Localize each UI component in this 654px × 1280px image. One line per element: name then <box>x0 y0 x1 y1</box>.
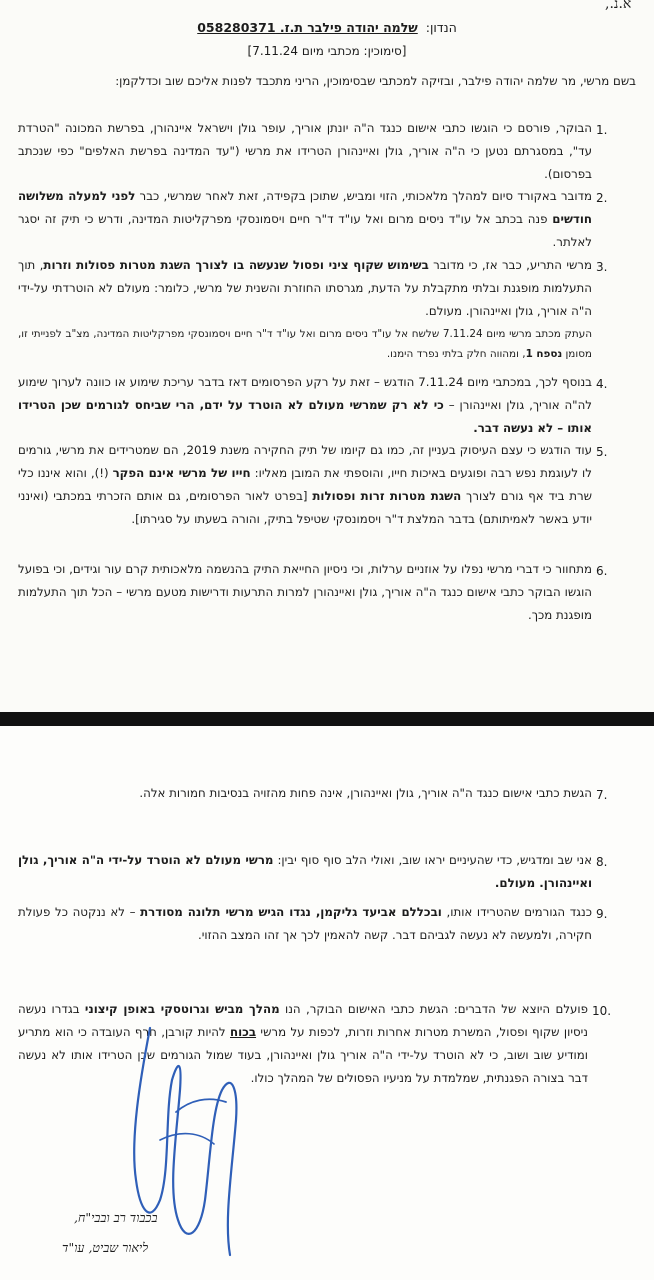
intro-paragraph: בשם מרשי, מר שלמה יהודה פילבר, ובזיקה למכתבי שבסימוכין, הריני מתכבד לפנות אליכם שוב וכדלקמן: <box>115 74 636 88</box>
signature-block <box>0 1020 654 1280</box>
subject-label: הנדון: <box>425 20 457 35</box>
paragraph-9-emphasis: ובכללם אביעד גליקמן, נגדו הגיש מרשי תלונה מסודרת <box>140 905 442 919</box>
paragraph-2-text: פנה בכתב אל עו"ד ניסים מרום ואל עו"ד ד"ר חיים ויסמונסקי מפרקליטות המדינה, ודרש כי תיק זה יסגר לאלתר. <box>18 212 592 249</box>
paragraph-number: 7. <box>596 788 608 802</box>
paragraph-3-emphasis: בשימוש שקוף ציני ופסול שנעשה בו לצורך השגת מטרות פסולות וזרות <box>43 258 429 272</box>
paragraph-9 <box>18 901 592 947</box>
paragraph-2 <box>18 185 592 254</box>
addressee-initials: א.נ., <box>605 0 632 12</box>
paragraph-9-text: כנגד הגורמים שהטרידו אותו, <box>441 905 593 919</box>
closing-salutation: בכבוד רב ובבי"ח, <box>74 1210 158 1225</box>
paragraph-number: 6. <box>596 564 608 578</box>
paragraph-10-emphasis: מהלך מביש וגרוטסקי באופן קיצוני <box>84 1002 280 1016</box>
paragraph-9-text: – לא ננקטה כל פעולת חקירה, ולמעשה לא נעשה לגביהם דבר. קשה להאמין לכך אך זהו המצב ההזוי. <box>18 905 592 942</box>
paragraph-2-emphasis: לפני למעלה משלושה חודשים <box>18 189 592 226</box>
attachment-note <box>18 324 592 364</box>
reference-line: [סימוכין: מכתבי מיום 7.11.24] <box>247 44 407 58</box>
paragraph-number: 2. <box>596 191 608 205</box>
paragraph-5-text: (!), והוא איננו כלי שרת ביד אף גורם לצורך <box>18 466 593 503</box>
paragraph-6: מתחוור כי דברי מרשי נפלו על אוזניים ערלות, וכי ניסיון החייאת התיק בהנשמה מלאכותית קרם עור וגידים, וכי בפועל הוגשו הבוקר כתבי אישום כנגד ה"ה אוריך, גולן ואיינהורן למרות התרעות ודרישות מטעם מרשי – הכל תוך התעלמות מופגנת מכך. <box>18 562 592 622</box>
paragraph-10-text: פועלם היוצא של הדברים: הגשת כתבי האישום הבוקר, הנו <box>279 1002 588 1016</box>
attachment-note-text: העתק מכתב מרשי מיום 7.11.24 שלשח אל עו"ד ניסים מרום ואל עו"ד ד"ר חיים ויסמונסקי מפרקליטות המדינה, מצ"ב לפנייתי זו, מסומן <box>18 328 592 360</box>
paragraph-number: 10. <box>592 1004 612 1018</box>
page-divider <box>0 712 654 726</box>
paragraph-5 <box>18 439 592 531</box>
paragraph-number: 4. <box>596 377 608 391</box>
paragraph-5-emphasis: השגת מטרות זרות ופסולות <box>312 489 462 503</box>
paragraph-8-text: אני שב ומדגיש, כדי שהעיניים יראו שוב, ואולי הלב סוף סוף יבין: <box>273 853 592 867</box>
subject-value: שלמה יהודה פילבר ת.ז. 058280371 <box>197 20 418 35</box>
paragraph-8 <box>18 849 592 895</box>
paragraph-4 <box>18 371 592 440</box>
paragraph-2-text: מדובר באקורד סיום למהלך מלאכותי, הזוי ומביש, שתוכן בקפידה, זאת לאחר שמרשי, כבר <box>135 189 592 203</box>
paragraph-10-emphasis: בכוח <box>230 1025 257 1039</box>
attachment-label: נספח 1 <box>525 348 563 360</box>
paragraph-10-text: להיות קורבן, חרף העובדה כי הוא מתריע ומודיע שוב ושוב, כי לא הוטרד על-ידי ה"ה אוריך גולן ואיינהורן, בעוד שמול הגורמים שכן הטרידו אותו לא נעשה דבר בצורה הפגנתית, שמלמדת על מניעיו הפסולים של המהלך כולו. <box>18 1025 588 1085</box>
paragraph-7: הגשת כתבי אישום כנגד ה"ה אוריך, גולן ואיינהורן, אינה פחות מהזויה בנסיבות חמורות אלה. <box>139 786 592 800</box>
paragraph-5-emphasis: חייו של מרשי אינם הפקר <box>112 466 251 480</box>
paragraph-8-emphasis: מרשי מעולם לא הוטרד על-ידי ה"ה אוריך, גולן ואיינהורן. מעולם. <box>18 853 592 890</box>
attachment-note-text: , ומהווה חלק בלתי נפרד הימנו. <box>386 348 526 360</box>
subject-line <box>0 20 654 35</box>
paragraph-3 <box>18 254 592 323</box>
paragraph-number: 3. <box>596 260 608 274</box>
paragraph-number: 1. <box>596 123 608 137</box>
paragraph-number: 9. <box>596 907 608 921</box>
signatory-name: ליאור שביט, עו"ד <box>62 1240 149 1255</box>
paragraph-3-text: , תוך התעלמות מופגנת ובלתי מתקבלת על הדעת, מגרסתו החוזרת והשנית של מרשי, כלומר: מעולם לא הוטרדתי על-ידי ה"ה אוריך, גולן ואיינהורן. מעולם. <box>18 258 592 318</box>
paragraph-3-text: מרשי התריע, כבר אז, כי מדובר <box>428 258 592 272</box>
paragraph-1: הבוקר, פורסם כי הוגשו כתבי אישום כנגד ה"ה יונתן אוריך, עופר גולן וישראל איינהורן, בפרשת המכונה "הטרדת עד", במסגרתם נטען כי ה"ה אוריך, גולן ואיינהורן הטרידו את מרשי ("עד המדינה בפרשת האלפים" כפי שנכתב בפרסום). <box>18 121 592 181</box>
paragraph-number: 8. <box>596 855 608 869</box>
paragraph-4-emphasis: כי לא רק שמרשי מעולם לא הוטרד על ידם, הרי שביחס לגורמים שכן הטרידו אותו – לא נעשה דבר. <box>18 398 592 435</box>
paragraph-4-text: בנוסף לכך, במכתבי מיום 7.11.24 הודגש – זאת על רקע הפרסומים דאז בדבר עריכת שימוע או כוונה לערוך שימוע לה"ה אוריך, גולן ואיינהורן – <box>18 375 592 412</box>
paragraph-5-text: עוד הודגש כי עצם העיסוק בעניין זה, כמו גם קיומו של תיק החקירה משנת 2019, הם שמטרידים את מרשי, גורמים לו לעוגמת נפש רבה ופוגעים באיכות חייו, והוספתי את המובן מאליו: <box>18 443 592 480</box>
paragraph-number: 5. <box>596 445 608 459</box>
paragraph-10-text: בגדרו נעשה ניסיון שקוף ופסול, המשרת מטרות אחרות וזרות, לכפות על מרשי <box>18 1002 589 1039</box>
paragraph-5-text: [בפרט לאור הפרסומים, גם אותם הזכרתי במכתבי (ואינני יודע באשר לאמיתותם) בדבר המלצת ד"ר ויסמונסקי שטיפל בתיק, והורה בשעתו על סגירתו]. <box>18 489 592 526</box>
